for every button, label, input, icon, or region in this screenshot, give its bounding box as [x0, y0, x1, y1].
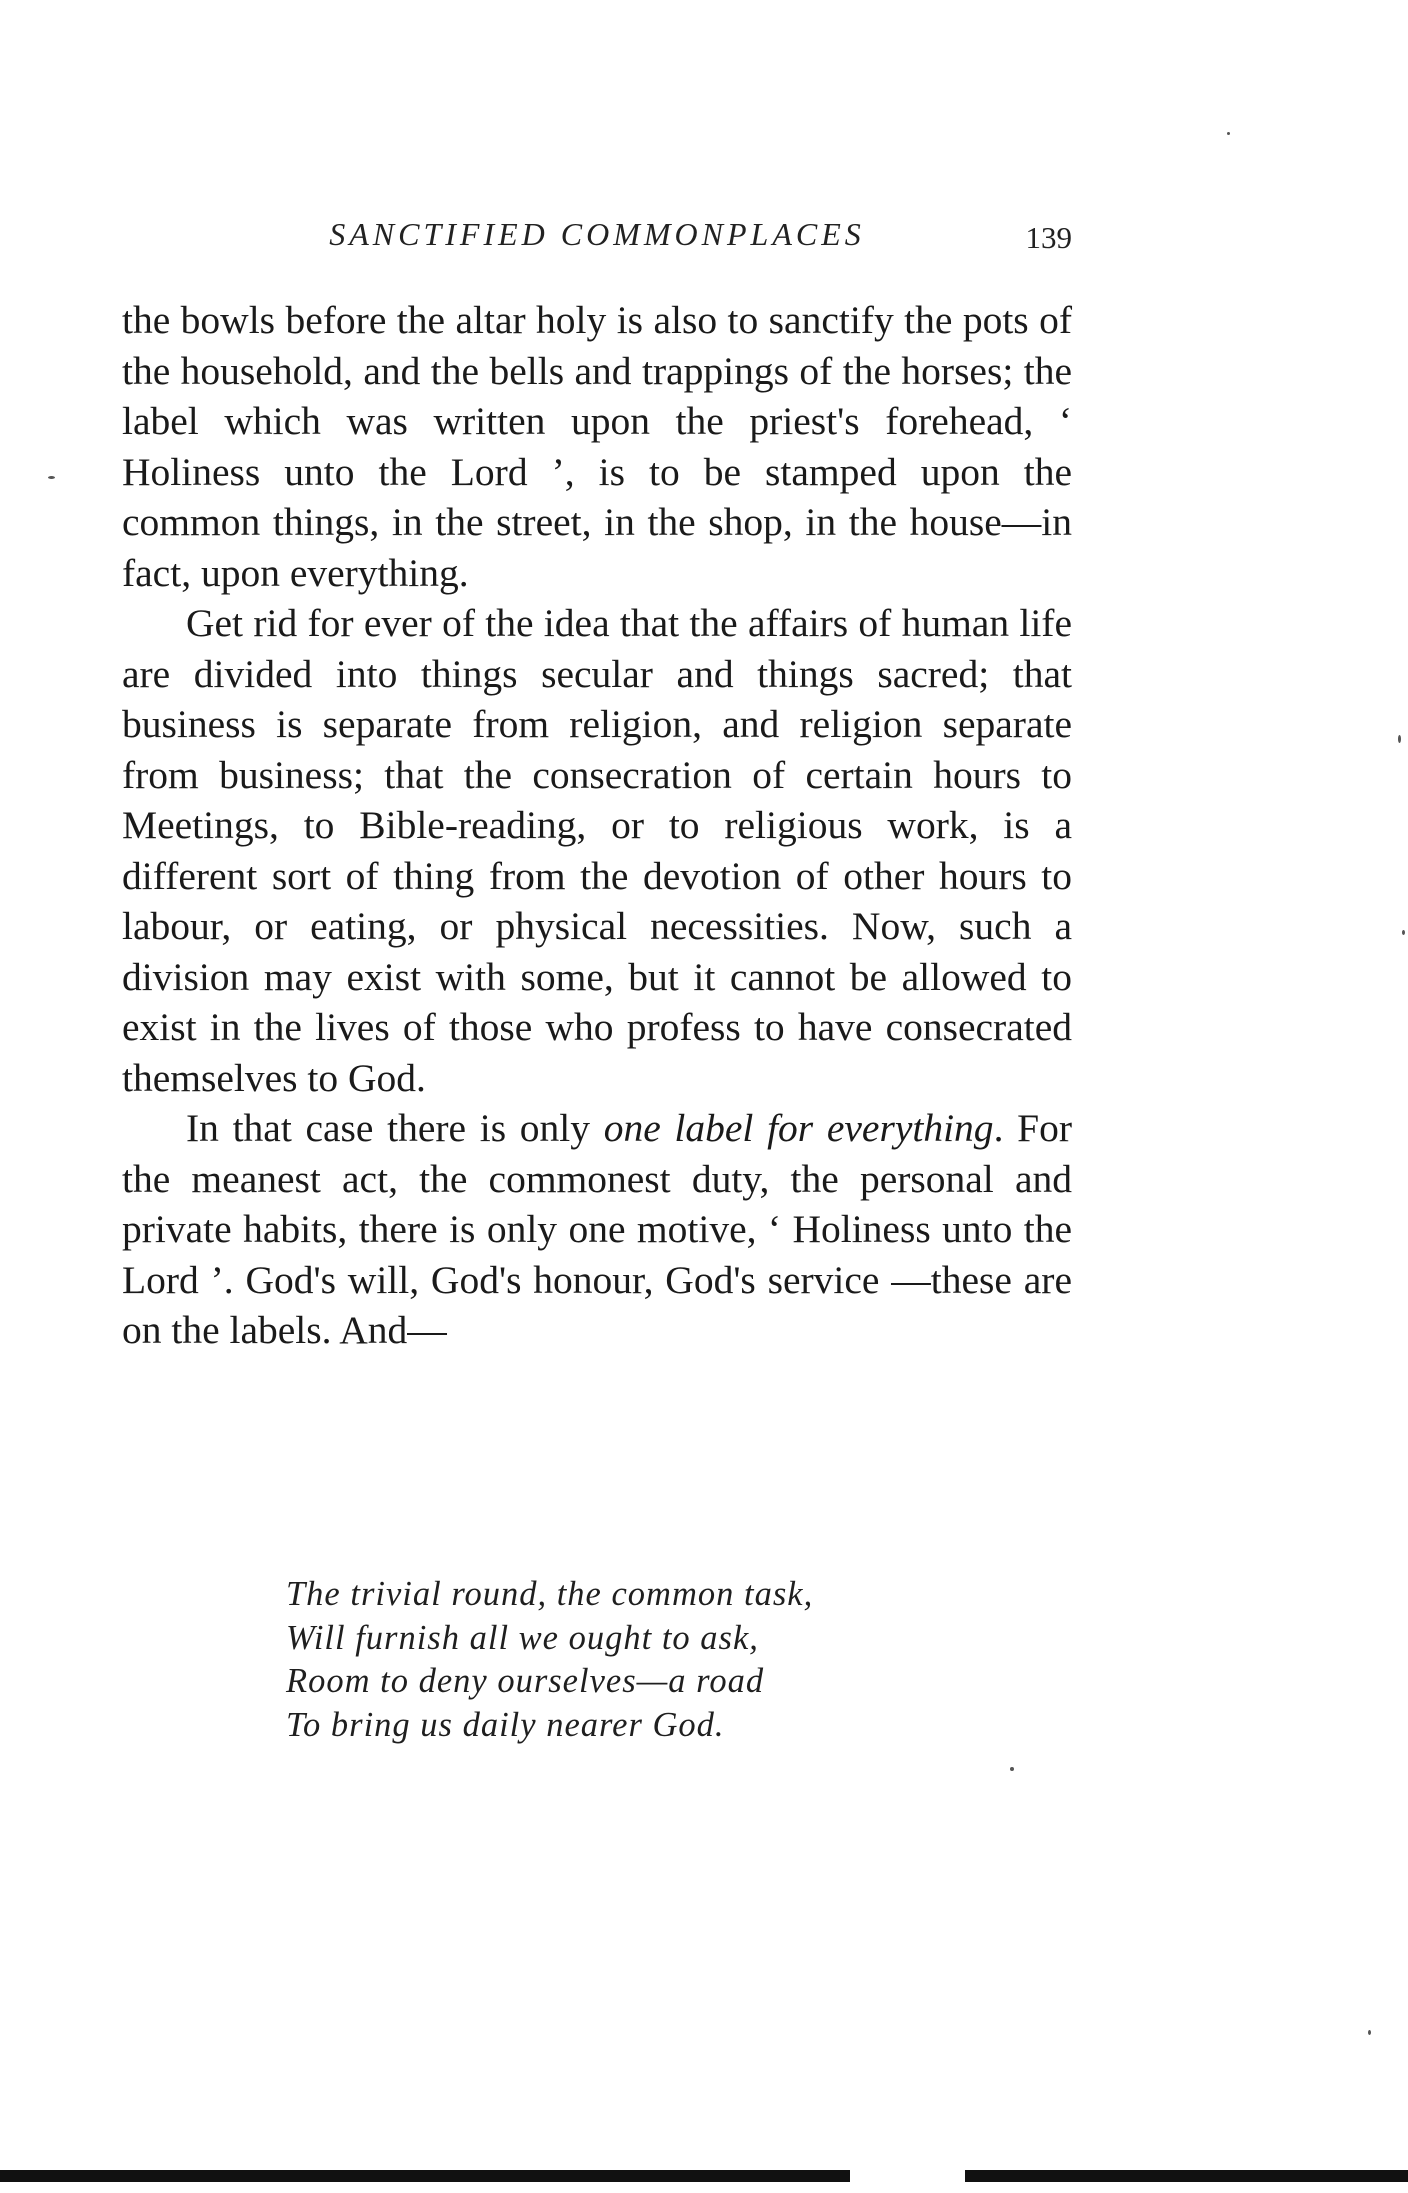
scan-speck: [1227, 132, 1230, 135]
bottom-scan-edge: [0, 2170, 1408, 2182]
verse-line: Room to deny ourselves—a road: [286, 1662, 765, 1700]
scan-speck: [1398, 735, 1401, 743]
paragraph-3-emphasis: one label for everything: [603, 1106, 994, 1150]
verse-line: Will furnish all we ought to ask,: [286, 1618, 759, 1657]
scan-speck: [1402, 930, 1405, 935]
verse-line: To bring us daily nearer God.: [286, 1705, 725, 1744]
verse-line: The trivial round, the common task,: [286, 1575, 814, 1613]
paragraph-3-lead: In that case there is only: [186, 1106, 604, 1150]
scan-speck: [1010, 1767, 1014, 1771]
body-text: [122, 295, 1072, 1356]
verse-quotation: [286, 1573, 813, 1747]
paragraph-2: Get rid for ever of the idea that the affairs of human life are divided into things secular and things sacred; that business is separate from religion, and religion separate from business; that the consecration of certain hours to Meetings, to Bible-reading, or to religious work, is a different sort of thing from the devotion of other hours to labour, or eating, or physical necessities. Now, such a division may exist with some, but it cannot be allowed to exist in the lives of those who profess to have consecrated themselves to God.: [122, 601, 1072, 1100]
scan-speck: [48, 476, 55, 479]
page-number: 139: [1025, 220, 1072, 255]
running-head: SANCTIFIED COMMONPLACES: [329, 216, 865, 252]
scan-speck: [1368, 2030, 1371, 2035]
page-header: [122, 212, 1072, 262]
paragraph-3-rest: . For the meanest act, the commonest duty, the personal and private habits, there is only one motive, ‘ Holiness unto the Lord ’. God's will, God's honour, God's service —these are on the labels. And—: [122, 1106, 1072, 1352]
paragraph-1: the bowls before the altar holy is also to sanctify the pots of the household, and the bells and trappings of the horses; the label which was written upon the priest's forehead, ‘ Holiness unto the Lord ’, is to be stamped upon the common things, in the street, in the shop, in the house—in fact, upon everything.: [122, 298, 1072, 595]
bottom-scan-gap: [850, 2170, 965, 2182]
paragraph-3: [122, 1103, 1072, 1356]
